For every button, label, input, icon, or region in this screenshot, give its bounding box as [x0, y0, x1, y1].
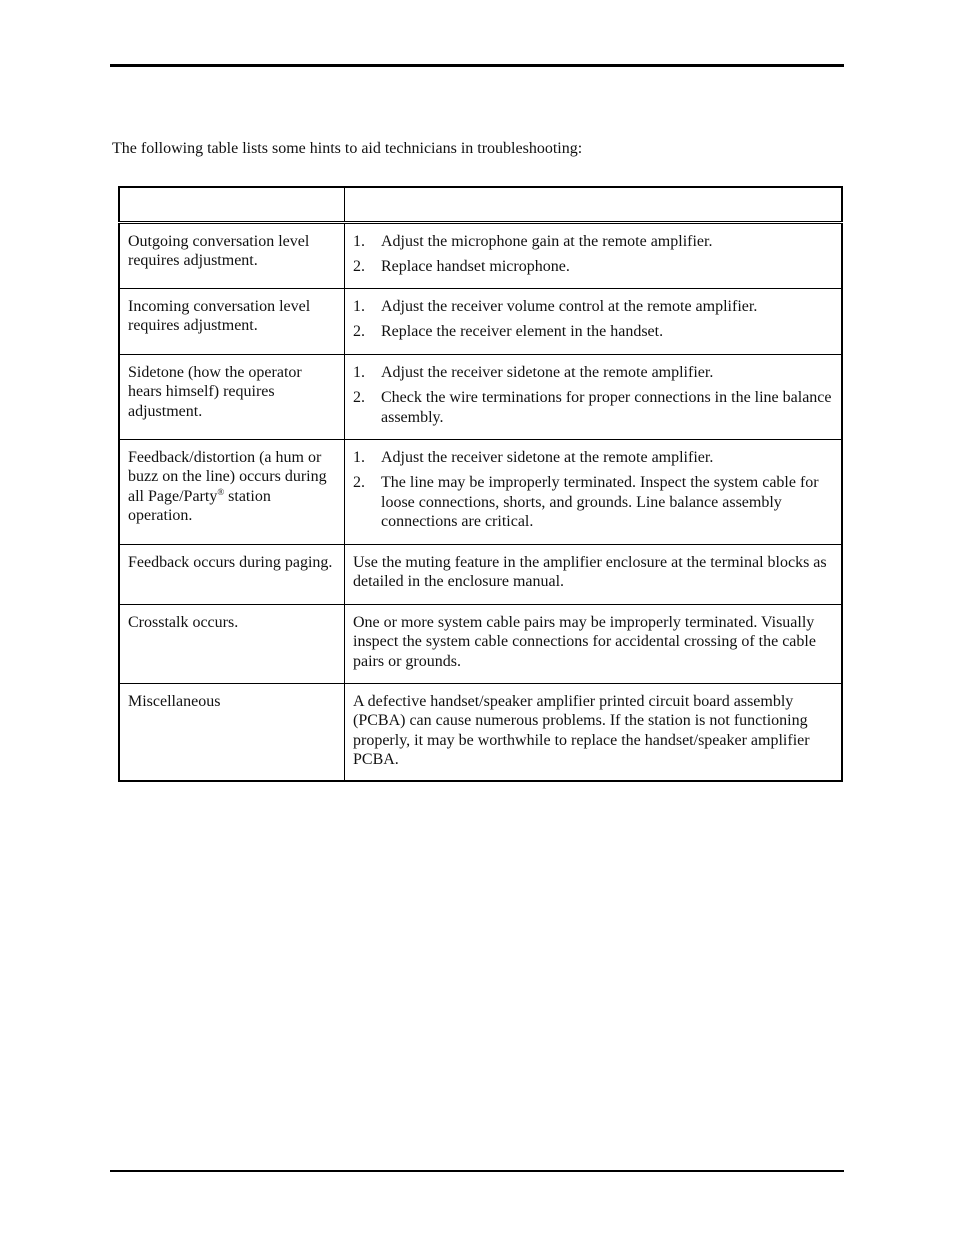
step-item: [353, 363, 833, 383]
registered-mark: ®: [217, 486, 225, 497]
solution-cell: A defective handset/speaker amplifier printed circuit board assembly (PCBA) can cause numerous problems. If the station is not functioning properly, it may be worthwhile to replace the handset/speaker amplifier PCBA.: [345, 683, 843, 781]
step-item: [353, 297, 833, 317]
step-text: Adjust the receiver volume control at the remote amplifier.: [381, 297, 758, 315]
troubleshooting-table: [118, 186, 843, 782]
table-header-row: [119, 187, 842, 222]
step-text: Check the wire terminations for proper connections in the line balance assembly.: [381, 389, 832, 426]
step-number: 2.: [353, 389, 365, 406]
step-number: 1.: [353, 448, 365, 466]
table-row: [119, 288, 842, 354]
solution-cell: Use the muting feature in the amplifier enclosure at the terminal blocks as detailed in the enclosure manual.: [345, 544, 843, 604]
step-number: 2.: [353, 323, 365, 340]
step-item: [353, 473, 833, 532]
step-item: [353, 232, 833, 252]
intro-paragraph: The following table lists some hints to aid technicians in troubleshooting:: [112, 140, 583, 157]
problem-text-continued: station operation.: [128, 487, 271, 524]
step-item: [353, 322, 833, 342]
solution-cell: [345, 354, 843, 439]
table-row: [119, 683, 842, 781]
step-text: The line may be improperly terminated. Inspect the system cable for loose connections, shorts, and grounds. Line balance assembly connections are critical.: [381, 474, 819, 530]
solution-cell: [345, 222, 843, 288]
footer-rule: [110, 1170, 844, 1172]
table-row: [119, 604, 842, 683]
problem-column-header: [119, 187, 345, 222]
problem-cell: Incoming conversation level requires adjustment.: [128, 297, 311, 334]
solution-steps: [353, 448, 833, 532]
problem-cell: Outgoing conversation level requires adjustment.: [128, 232, 310, 269]
solution-steps: [353, 297, 833, 342]
problem-text: Feedback/distortion (a hum or buzz on the line) occurs during all Page/Party: [128, 448, 327, 505]
table-row: [119, 544, 842, 604]
solution-cell: [345, 288, 843, 354]
step-number: 1.: [353, 232, 365, 250]
step-text: Adjust the receiver sidetone at the remote amplifier.: [381, 363, 714, 381]
header-rule: [110, 64, 844, 67]
step-text: Adjust the microphone gain at the remote amplifier.: [381, 232, 713, 250]
step-item: [353, 448, 833, 468]
problem-cell: Sidetone (how the operator hears himself) requires adjustment.: [128, 363, 302, 420]
step-number: 1.: [353, 363, 365, 381]
step-number: 2.: [353, 474, 365, 491]
step-text: Adjust the receiver sidetone at the remote amplifier.: [381, 448, 714, 466]
problem-cell: Feedback occurs during paging.: [128, 553, 333, 571]
table-row: [119, 354, 842, 439]
step-number: 2.: [353, 258, 365, 275]
solution-steps: [353, 363, 833, 428]
step-text: Replace handset microphone.: [381, 258, 570, 275]
step-number: 1.: [353, 297, 365, 315]
solution-cell: [345, 439, 843, 544]
solution-steps: [353, 232, 833, 277]
problem-cell: [119, 439, 345, 544]
table-row: [119, 222, 842, 288]
problem-cell: Crosstalk occurs.: [128, 613, 239, 631]
step-item: [353, 257, 833, 277]
step-text: Replace the receiver element in the handset.: [381, 323, 664, 340]
solution-cell: One or more system cable pairs may be improperly terminated. Visually inspect the system cable connections for accidental crossing of the cable pairs or grounds.: [345, 604, 843, 683]
step-item: [353, 388, 833, 427]
solution-column-header: [345, 187, 843, 222]
problem-cell: Miscellaneous: [128, 692, 221, 710]
table-row: [119, 439, 842, 544]
